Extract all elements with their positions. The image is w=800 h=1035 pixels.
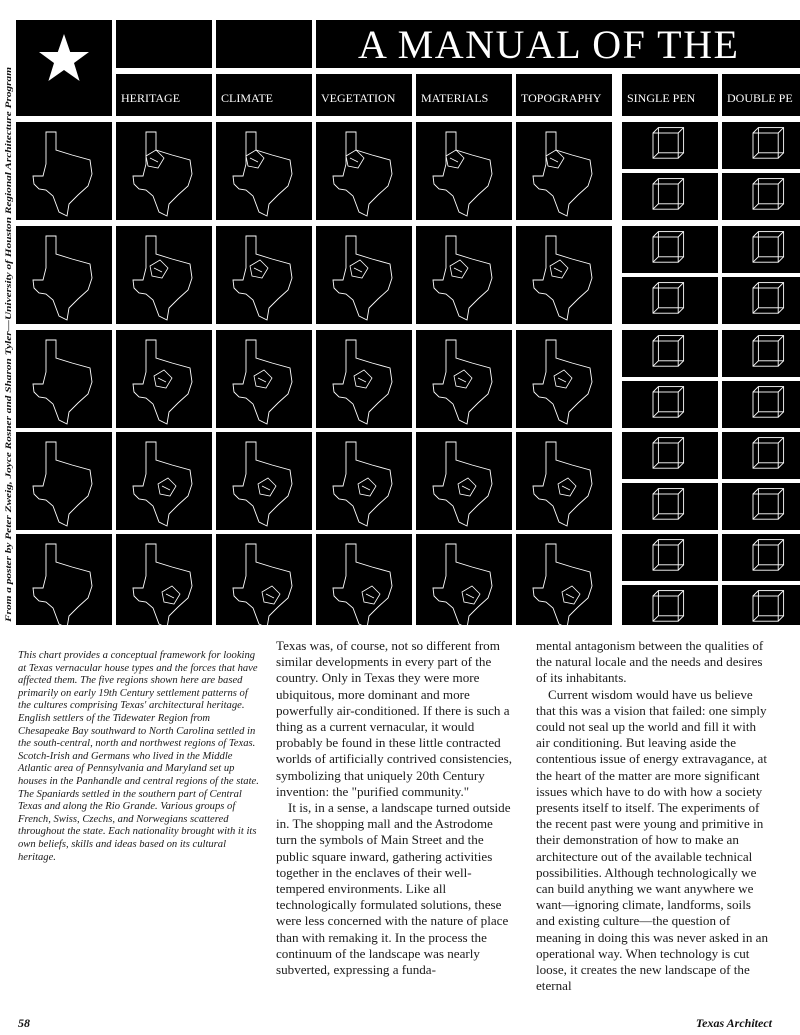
poster-title: A MANUAL OF THE	[358, 22, 740, 67]
map-panel	[116, 122, 212, 220]
body-column-2	[276, 638, 512, 978]
column-header-label: MATERIALS	[421, 91, 489, 105]
header-block-2	[216, 20, 312, 68]
house-panel	[722, 432, 800, 479]
house-panel	[622, 277, 718, 324]
map-panel	[516, 432, 612, 530]
map-panel	[16, 534, 112, 625]
map-panel	[116, 330, 212, 428]
map-panel	[116, 432, 212, 530]
house-panel	[722, 226, 800, 273]
column-header-label: CLIMATE	[221, 91, 273, 105]
map-panel	[516, 330, 612, 428]
house-panel	[622, 534, 718, 581]
map-panel	[216, 330, 312, 428]
column-header-label: TOPOGRAPHY	[521, 91, 602, 105]
map-panel	[516, 534, 612, 625]
column-header-label: HERITAGE	[121, 91, 181, 105]
publication-name: Texas Architect	[695, 1016, 772, 1030]
column-header-label: SINGLE PEN	[627, 91, 696, 105]
house-panel	[622, 173, 718, 220]
poster-credit: From a poster by Peter Zweig, Joyce Rosner and Sharon Tyler—University of Houston Regional Architecture Program	[4, 210, 13, 622]
map-panel	[216, 534, 312, 625]
map-panel	[216, 122, 312, 220]
house-panel	[622, 381, 718, 428]
column-header-label: DOUBLE PE	[727, 91, 793, 105]
house-panel	[722, 381, 800, 428]
map-panel	[116, 534, 212, 625]
house-panel	[622, 483, 718, 530]
map-panel	[316, 330, 412, 428]
body-paragraph: Texas was, of course, not so different from similar developments in every part of the country. Only in Texas they were more ubiquitous, more dominant and more powerfully air-conditioned. If there is such a thing as a current vernacular, it would probably be found in these little contracted worlds of artificially contrived consistencies, symbolizing that uniquely 20th Century invention: the "purified community."	[276, 638, 512, 799]
house-panel	[622, 226, 718, 273]
map-panel	[416, 432, 512, 530]
map-panel	[416, 122, 512, 220]
house-panel	[722, 173, 800, 220]
house-panel	[722, 534, 800, 581]
map-panel	[16, 330, 112, 428]
body-paragraph: It is, in a sense, a landscape turned outside in. The shopping mall and the Astrodome turn the symbols of Main Street and the public square inward, gathering activities together in the enclaves of their well-tempered environments. Like all technologically formulated solutions, these were less concerned with the nature of place than with remaking it. In the process the continuum of the landscape was nearly subverted, expressing a funda-	[276, 800, 511, 978]
house-panel	[622, 122, 718, 169]
body-column-3	[536, 638, 772, 994]
page-number: 58	[18, 1016, 30, 1030]
map-panel	[16, 432, 112, 530]
map-panel	[16, 226, 112, 324]
map-panel	[316, 534, 412, 625]
map-panel	[16, 122, 112, 220]
body-paragraph: Current wisdom would have us believe that this was a vision that failed: one simply could not seal up the world and fill it with air conditioning. But leaving aside the contentious issue of energy extravagance, at the heart of the matter are more significant issues which have to do with how a society presents itself to itself. The experiments of the recent past were young and primitive in their demonstration of how to make an architecture out of the available technical possibilities. Although technologically we can build anything we want anywhere we want—ignoring climate, landforms, soils and existing culture—the question of meaning in doing this was never asked in an operational way. When technology is cut loose, it creates the new landscape of the eternal	[536, 686, 768, 994]
house-panel	[722, 483, 800, 530]
house-panel	[622, 432, 718, 479]
house-panel	[622, 330, 718, 377]
map-panel	[316, 432, 412, 530]
map-panel	[416, 330, 512, 428]
house-panel	[722, 330, 800, 377]
map-panel	[416, 534, 512, 625]
poster-caption: This chart provides a conceptual framework for looking at Texas vernacular house types and the forces that have affected them. The five regions shown here are based primarily on early 19th Century settlement patterns of the cultures comprising Texas' architectural heritage. English settlers of the Tidewater Region from Chesapeake Bay southward to North Carolina settled in the south-central, north and northwest regions of Texas. Scotch-Irish and Germans who lived in the Middle Atlantic area of Pennsylvania and Maryland set up houses in the Panhandle and central regions of the state. The Spaniards settled in the southern part of Central Texas and along the Rio Grande. Various groups of French, Swiss, Czechs, and Norwegians scattered throughout the state. Each nationality brought with it its own beliefs, skills and ideas based on its cultural heritage.	[18, 650, 259, 863]
map-panel	[316, 122, 412, 220]
house-panel	[722, 122, 800, 169]
map-panel	[216, 432, 312, 530]
body-paragraph: mental antagonism between the qualities of the natural locale and the needs and desires of its inhabitants.	[536, 638, 764, 686]
header-block-1	[116, 20, 212, 68]
column-header-label: VEGETATION	[321, 91, 396, 105]
map-panel	[516, 122, 612, 220]
house-panel	[722, 277, 800, 324]
